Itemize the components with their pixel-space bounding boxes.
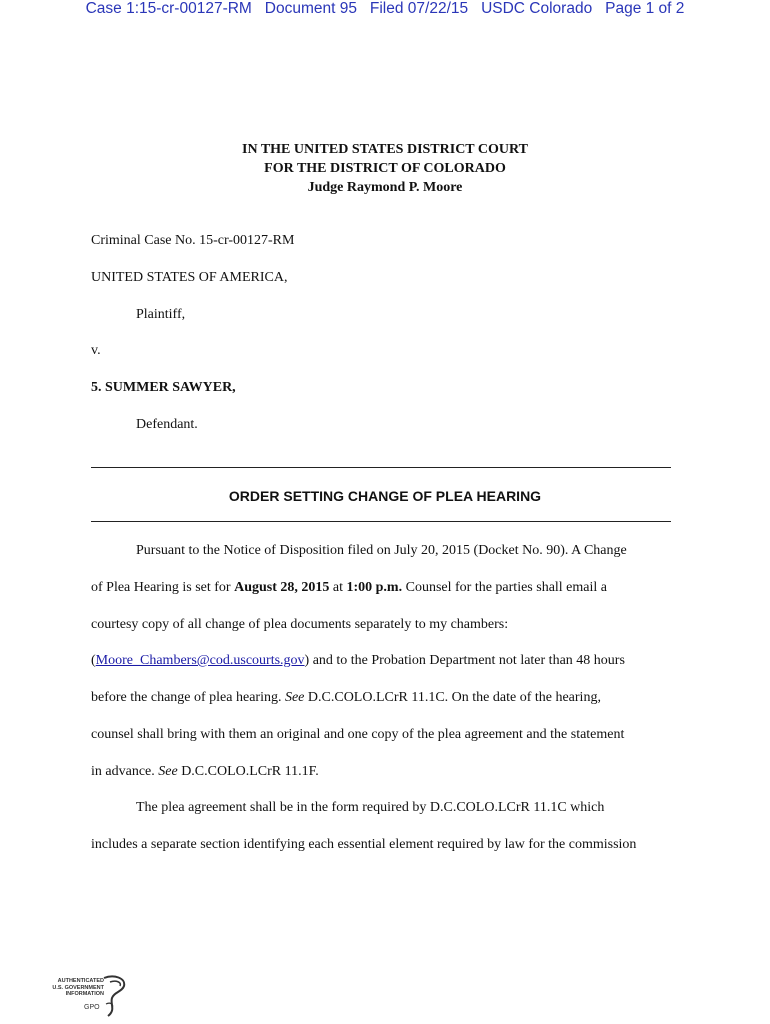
hearing-time: 1:00 p.m. bbox=[346, 580, 403, 595]
paragraph-1-line-3: courtesy copy of all change of plea documents separately to my chambers: bbox=[91, 617, 509, 632]
paragraph-1-line-2: of Plea Hearing is set for August 28, 2015 at 1:00 p.m. Counsel for the parties shall email a bbox=[91, 580, 607, 595]
court-stamp: USDC Colorado bbox=[481, 0, 593, 17]
court-name-line-2: FOR THE DISTRICT OF COLORADO bbox=[264, 161, 506, 176]
hearing-date: August 28, 2015 bbox=[234, 580, 330, 595]
case-number: Criminal Case No. 15-cr-00127-RM bbox=[91, 233, 295, 248]
plaintiff-role: Plaintiff, bbox=[136, 307, 186, 322]
versus: v. bbox=[91, 343, 101, 358]
order-title: ORDER SETTING CHANGE OF PLEA HEARING bbox=[228, 488, 542, 504]
gpo-eagle-icon bbox=[100, 974, 130, 1018]
defendant-role: Defendant. bbox=[136, 417, 198, 432]
paragraph-1-line-7: in advance. See D.C.COLO.LCrR 11.1F. bbox=[91, 764, 319, 779]
gpo-authentication-logo: AUTHENTICATED U.S. GOVERNMENT INFORMATION GPO bbox=[44, 974, 134, 1018]
divider-top bbox=[91, 467, 671, 468]
judge-name: Judge Raymond P. Moore bbox=[307, 180, 463, 195]
paragraph-2-line-2: includes a separate section identifying each essential element required by law for the commission bbox=[91, 837, 637, 852]
paragraph-1-line-5: before the change of plea hearing. See D.C.COLO.LCrR 11.1C. On the date of the hearing, bbox=[91, 690, 601, 705]
filing-header-stamp bbox=[0, 0, 770, 18]
document-number-stamp: Document 95 bbox=[264, 0, 357, 17]
court-name-line-1: IN THE UNITED STATES DISTRICT COURT bbox=[242, 142, 528, 157]
paragraph-2-line-1: The plea agreement shall be in the form required by D.C.COLO.LCrR 11.1C which bbox=[136, 800, 605, 815]
defendant-name: 5. SUMMER SAWYER, bbox=[91, 380, 236, 395]
filed-date-stamp: Filed 07/22/15 bbox=[369, 0, 469, 17]
divider-bottom bbox=[91, 521, 671, 522]
page-count-stamp: Page 1 of 2 bbox=[605, 0, 685, 17]
plaintiff-name: UNITED STATES OF AMERICA, bbox=[91, 270, 288, 285]
paragraph-1-line-6: counsel shall bring with them an original and one copy of the plea agreement and the statement bbox=[91, 727, 625, 742]
paragraph-1-line-1: Pursuant to the Notice of Disposition filed on July 20, 2015 (Docket No. 90). A Change bbox=[136, 543, 627, 558]
paragraph-1-line-4: (Moore_Chambers@cod.uscourts.gov) and to the Probation Department not later than 48 hours bbox=[91, 653, 625, 668]
chambers-email-link[interactable]: Moore_Chambers@cod.uscourts.gov bbox=[95, 653, 305, 668]
case-number-stamp: Case 1:15-cr-00127-RM bbox=[85, 0, 252, 17]
